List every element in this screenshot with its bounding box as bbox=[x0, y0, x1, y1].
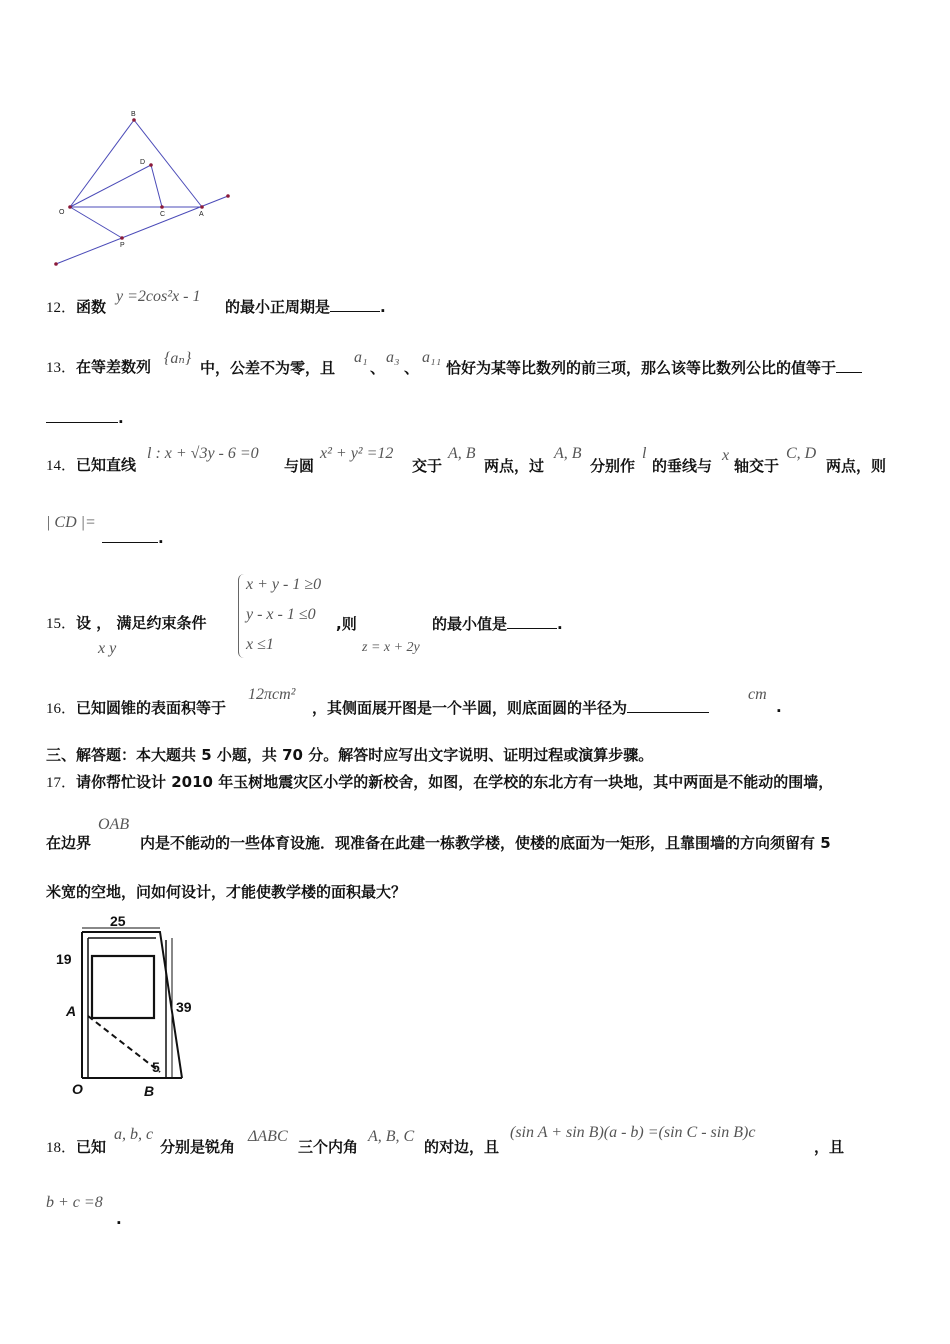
label-a: A bbox=[66, 1003, 77, 1019]
q15-constraint-2: y - x - 1 ≤0 bbox=[246, 606, 316, 623]
answer-blank[interactable] bbox=[102, 528, 158, 543]
answer-blank[interactable] bbox=[507, 614, 557, 629]
boundary-oab bbox=[82, 932, 182, 1078]
q15-objective: z = x + 2y bbox=[362, 640, 420, 655]
label-d: D bbox=[140, 159, 146, 166]
q18-sum: b + c =8 bbox=[46, 1194, 103, 1211]
dashed-line-ab bbox=[88, 1016, 160, 1072]
answer-blank-continued[interactable] bbox=[46, 408, 118, 423]
q15-xy: x y bbox=[98, 640, 117, 657]
answer-blank[interactable] bbox=[627, 698, 709, 713]
answer-blank[interactable] bbox=[836, 358, 862, 373]
question-16: 16．已知圆锥的表面积等于 bbox=[46, 699, 227, 717]
q12-tail: 的最小正周期是 . bbox=[225, 298, 386, 316]
label-o: O bbox=[72, 1081, 83, 1097]
question-18: 18．已知 bbox=[46, 1138, 107, 1156]
q15-tail: 的最小值是 . bbox=[432, 615, 563, 633]
segment-dc bbox=[151, 165, 162, 207]
label-b: B bbox=[144, 1083, 155, 1099]
q12-formula: y =2cos²x - 1 bbox=[116, 288, 201, 305]
label-p: P bbox=[120, 242, 125, 249]
land-plan-figure bbox=[52, 912, 212, 1102]
section-3-heading: 三、解答题：本大题共 5 小题，共 70 分。解答时应写出文字说明、证明过程或演算步骤。 bbox=[46, 746, 654, 764]
question-14: 14．已知直线 bbox=[46, 456, 137, 474]
q15-constraint-1: x + y - 1 ≥0 bbox=[246, 576, 322, 593]
q14-circle-eq: x² + y² =12 bbox=[320, 445, 394, 462]
dim-5: 5 bbox=[152, 1059, 160, 1075]
dim-39: 39 bbox=[176, 999, 192, 1015]
dim-25: 25 bbox=[110, 913, 126, 929]
q16-area: 12πcm² bbox=[248, 686, 296, 703]
geometry-figure-1 bbox=[40, 105, 250, 275]
q14-line-eq: l : x + √3y - 6 =0 bbox=[147, 445, 259, 462]
label-a: A bbox=[199, 211, 204, 218]
segment-op bbox=[70, 207, 122, 238]
q13-tail: 恰好为某等比数列的前三项，那么该等比数列公比的值等于 bbox=[446, 357, 862, 378]
q13-a1: a₁ bbox=[354, 349, 368, 366]
question-12: 12．函数 bbox=[46, 298, 107, 316]
question-13: 13．在等差数列 bbox=[46, 358, 152, 376]
building-rectangle bbox=[92, 956, 154, 1018]
label-o: O bbox=[59, 209, 65, 216]
q16-tail: ，其侧面展开图是一个半圆，则底面圆的半径为 bbox=[312, 697, 709, 718]
q14-tail: . bbox=[102, 528, 164, 547]
segment-od bbox=[70, 165, 151, 207]
q13-a11: a₁₁ bbox=[422, 349, 442, 366]
q13-mid: 中，公差不为零，且 bbox=[200, 359, 336, 377]
answer-blank[interactable] bbox=[330, 297, 380, 312]
q17-oab: OAB bbox=[98, 816, 130, 833]
q13-sequence: {aₙ} bbox=[164, 350, 192, 367]
q16-unit: cm bbox=[748, 686, 767, 703]
label-b: B bbox=[131, 111, 136, 118]
q14-cd-expr: | CD |= bbox=[46, 514, 96, 531]
q13-a3: a₃ bbox=[386, 349, 400, 366]
q13-line2: . bbox=[46, 408, 124, 427]
question-17: 17．请你帮忙设计 2010 年玉树地震灾区小学的新校舍，如图，在学校的东北方有一块地，其中两面是不能动的围墙， bbox=[46, 773, 834, 791]
q15-constraint-3: x ≤1 bbox=[246, 636, 274, 653]
q18-equation: (sin A + sin B)(a - b) =(sin C - sin B)c bbox=[510, 1124, 756, 1141]
q15-brace bbox=[238, 574, 245, 658]
label-c: C bbox=[160, 211, 166, 218]
segment-ob bbox=[70, 120, 134, 207]
question-15: 15．设 ， 满足约束条件 bbox=[46, 614, 207, 632]
dim-19: 19 bbox=[56, 951, 72, 967]
